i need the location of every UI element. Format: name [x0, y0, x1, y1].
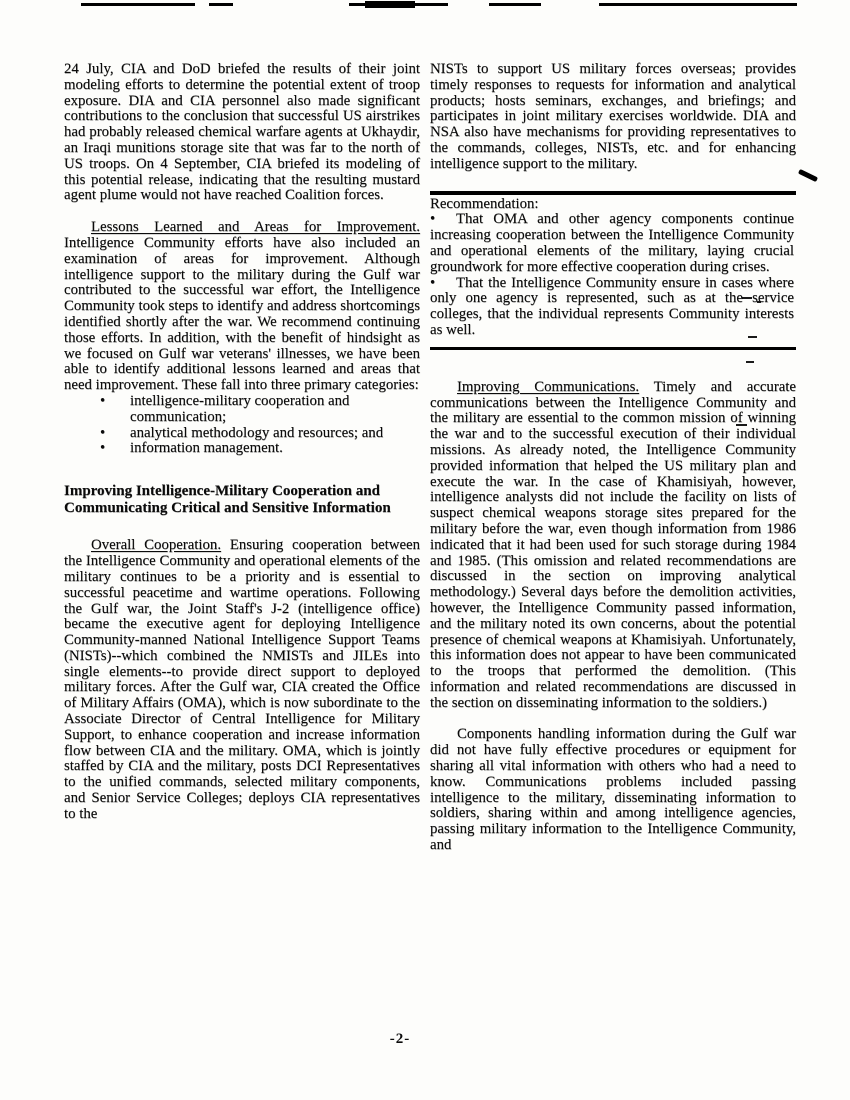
- left-column: [64, 62, 420, 823]
- paragraph-body: Ensuring cooperation between the Intelligence Community and operational elements of the military continues to be a priority and is essential to successful peacetime and wartime operations. Following the Gulf war, the Joint Staff's J-2 (intelligence office) became the executive agent for deploying Intelligence Community-manned National Intelligence Support Teams (NISTs)--which combined the NMISTs and JILEs into single elements--to provide direct support to deployed military forces. After the Gulf war, CIA created the Office of Military Affairs (OMA), which is now subordinate to the Associate Director of Central Intelligence for Military Support, to enhance cooperation and increase information flow between CIA and the military. OMA, which is jointly staffed by CIA and the military, posts DCI Representatives to the unified commands, selected military components, and Senior Service Colleges; deploys CIA representatives to the: [64, 537, 420, 822]
- list-item: [100, 441, 420, 457]
- page-number: -2-: [389, 1031, 411, 1047]
- paragraph-continuation: 24 July, CIA and DoD briefed the results of their joint modeling efforts to determine the potential extent of troop exposure. DIA and CIA personnel also made significant contributions to the conclusion that successful US airstrikes had probably released chemical warfare agents at Ukhaydir, an Iraqi munitions storage site that was far to the north of US troops. On 4 September, CIA briefed its modeling of this potential release, indicating that the resulting mustard agent plume would not have reached Coalition forces.: [64, 61, 420, 204]
- scan-artifact-line: [81, 3, 195, 6]
- recommendation-item: [430, 212, 794, 275]
- bullet-icon: •: [430, 274, 436, 291]
- list-item-text: information management.: [130, 440, 283, 457]
- bullet-icon: •: [100, 392, 106, 409]
- recommendation-item: [430, 276, 794, 339]
- recommendation-text: That the Intelligence Community ensure in cases where only one agency is represented, such as at the service colleges, that the individual represents Community interests as well.: [430, 274, 794, 338]
- scan-artifact-line: [489, 3, 541, 6]
- paragraph-lessons-learned: [64, 220, 420, 394]
- recommendation-box: [430, 191, 796, 350]
- category-list: [100, 394, 420, 457]
- right-column: [430, 62, 796, 854]
- scan-artifact-mark: [798, 169, 818, 182]
- bullet-icon: •: [100, 440, 106, 457]
- scan-artifact-line: [599, 3, 797, 6]
- list-item: [100, 426, 420, 442]
- paragraph-continuation: NISTs to support US military forces overseas; provides timely responses to requests for information and analytical products; hosts seminars, exchanges, and briefings; and participates in joint military exercises worldwide. DIA and NSA also have mechanisms for providing representatives to the commands, colleges, NISTs, etc. and for enhancing intelligence support to the military.: [430, 61, 796, 172]
- scan-artifact-blob: [365, 1, 415, 8]
- list-item: [100, 394, 420, 426]
- paragraph-body: Timely and accurate communications between the Intelligence Community and the military are essential to the common mission of winning the war and to the successful execution of their individual missions. As already noted, the Intelligence Community provided information that helped the US military plan and execute the war. In the case of Khamisiyah, however, intelligence analysts did not include the facility on lists of suspect chemical weapons storage sites prepared for the military before the war, even though information from 1986 indicated that it had been used for such storage during 1984 and 1985. (This omission and related recommendations are discussed in the section on improving analytical methodology.) Several days before the demolition activities, however, the Intelligence Community passed information, and the military noted its own concerns, about the potential presence of chemical weapons at Khamisiyah. Unfortunately, this information does not appear to have been communicated to the troops that performed the demolition. (This information and related recommendations are discussed in the section on disseminating information to the soldiers.): [430, 378, 796, 711]
- scan-artifact-line: [209, 3, 233, 6]
- bullet-icon: •: [100, 424, 106, 441]
- recommendation-text: That OMA and other agency components continue increasing cooperation between the Intelligence Community and operational elements of the military, laying crucial groundwork for more effective cooperation during crises.: [430, 211, 794, 275]
- paragraph-lead: Improving Communications.: [457, 378, 640, 395]
- section-heading: Improving Intelligence-Military Cooperation and Communicating Critical and Sensitive Information: [64, 483, 391, 516]
- paragraph-improving-communications: [430, 380, 796, 712]
- paragraph-lead: Lessons Learned and Areas for Improvement.: [91, 219, 420, 236]
- paragraph-overall-cooperation: [64, 538, 420, 822]
- recommendation-title: Recommendation:: [430, 195, 539, 212]
- list-item-text: analytical methodology and resources; and: [130, 424, 384, 441]
- paragraph-body: Intelligence Community efforts have also included an examination of areas for improvement. Although intelligence support to the military during the Gulf war contributed to the successful war effort, the Intelligence Community took steps to identify and address shortcomings identified shortly after the war. We recommend continuing those efforts. In addition, with the benefit of hindsight as we focused on Gulf war veterans' illnesses, we have been able to identify additional lessons learned and areas that need improvement. These fall into three primary categories:: [64, 234, 420, 394]
- paragraph-components: Components handling information during the Gulf war did not have fully effective procedures or equipment for sharing all vital information with others who had a need to know. Communications problems included passing intelligence to the military, disseminating information to soldiers, sharing within and among intelligence agencies, passing military information to the Intelligence Community, and: [430, 726, 796, 854]
- list-item-text: intelligence-military cooperation and communication;: [130, 392, 350, 425]
- paragraph-lead: Overall Cooperation.: [91, 537, 222, 554]
- bullet-icon: •: [430, 211, 436, 228]
